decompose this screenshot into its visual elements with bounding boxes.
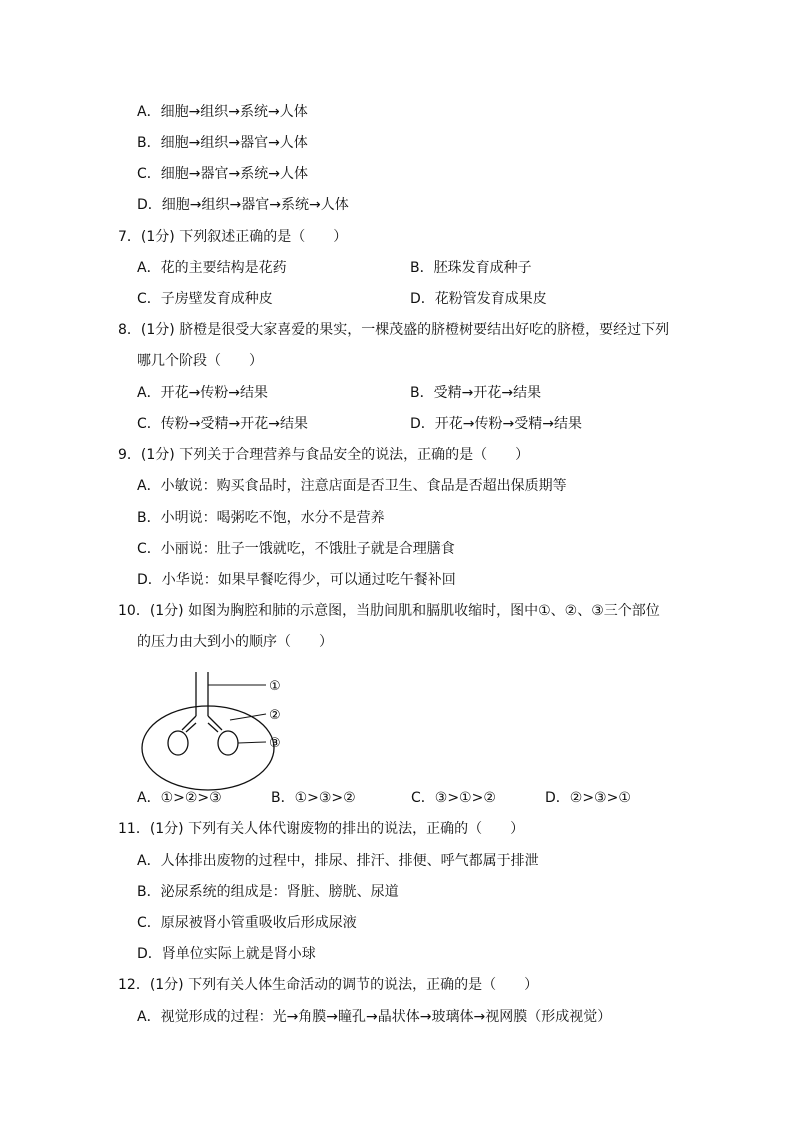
q9-option-c: C．小丽说：肚子一饿就吃，不饿肚子就是合理膳食 [137, 541, 455, 557]
q10-options [137, 788, 677, 808]
q7-option-d: D．花粉管发育成果皮 [410, 291, 547, 307]
q7-option-b: B．胚珠发育成种子 [410, 260, 532, 276]
q11-option-c: C．原尿被肾小管重吸收后形成尿液 [137, 915, 357, 931]
q8-stem-line2: 哪几个阶段（ ） [137, 353, 263, 369]
q6-option-b: B．细胞→组织→器官→人体 [137, 135, 308, 151]
q10-option-c: C．③>①>② [411, 790, 496, 806]
right-lung [218, 731, 238, 755]
q6-option-c: C．细胞→器官→系统→人体 [137, 166, 308, 182]
q6-option-d: D．细胞→组织→器官→系统→人体 [137, 197, 349, 213]
left-lung [168, 731, 188, 755]
q12-stem: 12．(1分) 下列有关人体生命活动的调节的说法，正确的是（ ） [118, 977, 539, 993]
q7-option-a: A．花的主要结构是花药 [137, 260, 287, 276]
q10-option-b: B．①>③>② [271, 790, 356, 806]
q10-option-d: D．②>③>① [545, 790, 631, 806]
trachea [196, 672, 208, 716]
q10-stem-line2: 的压力由大到小的顺序（ ） [137, 634, 333, 650]
q8-option-c: C．传粉→受精→开花→结果 [137, 416, 308, 432]
q8-option-b: B．受精→开花→结果 [410, 385, 542, 401]
q9-option-d: D．小华说：如果早餐吃得少，可以通过吃午餐补回 [137, 572, 456, 588]
q11-option-d: D．肾单位实际上就是肾小球 [137, 946, 316, 962]
q7-stem: 7．(1分) 下列叙述正确的是（ ） [118, 229, 348, 245]
label-3: ③ [269, 736, 281, 751]
q11-stem: 11．(1分) 下列有关人体代谢废物的排出的说法，正确的（ ） [118, 821, 525, 837]
q9-stem: 9．(1分) 下列关于合理营养与食品安全的说法，正确的是（ ） [118, 447, 530, 463]
chest-cavity [142, 706, 274, 790]
q8-option-d: D．开花→传粉→受精→结果 [410, 416, 582, 432]
bronchi [182, 716, 222, 732]
label-1: ① [269, 679, 281, 694]
q12-option-a: A．视觉形成的过程：光→角膜→瞳孔→晶状体→玻璃体→视网膜（形成视觉） [137, 1009, 612, 1025]
q7-option-c: C．子房壁发育成种皮 [137, 291, 273, 307]
q11-option-b: B．泌尿系统的组成是：肾脏、膀胱、尿道 [137, 884, 399, 900]
q9-option-a: A．小敏说：购买食品时，注意店面是否卫生、食品是否超出保质期等 [137, 478, 567, 494]
thorax-lung-diagram [138, 668, 298, 798]
q11-option-a: A．人体排出废物的过程中，排尿、排汗、排便、呼气都属于排泄 [137, 853, 539, 869]
q10-stem-line1: 10．(1分) 如图为胸腔和肺的示意图，当肋间肌和膈肌收缩时，图中①、②、③三个部位 [118, 603, 660, 619]
label-2: ② [269, 708, 281, 723]
q8-stem-line1: 8．(1分) 脐橙是很受大家喜爱的果实，一棵茂盛的脐橙树要结出好吃的脐橙，要经过下列 [118, 322, 670, 338]
q8-option-a: A．开花→传粉→结果 [137, 385, 269, 401]
leader-line-3 [238, 742, 266, 743]
q10-option-a: A．①>②>③ [137, 790, 222, 806]
q9-option-b: B．小明说：喝粥吃不饱，水分不是营养 [137, 510, 385, 526]
q6-option-a: A．细胞→组织→系统→人体 [137, 104, 308, 120]
